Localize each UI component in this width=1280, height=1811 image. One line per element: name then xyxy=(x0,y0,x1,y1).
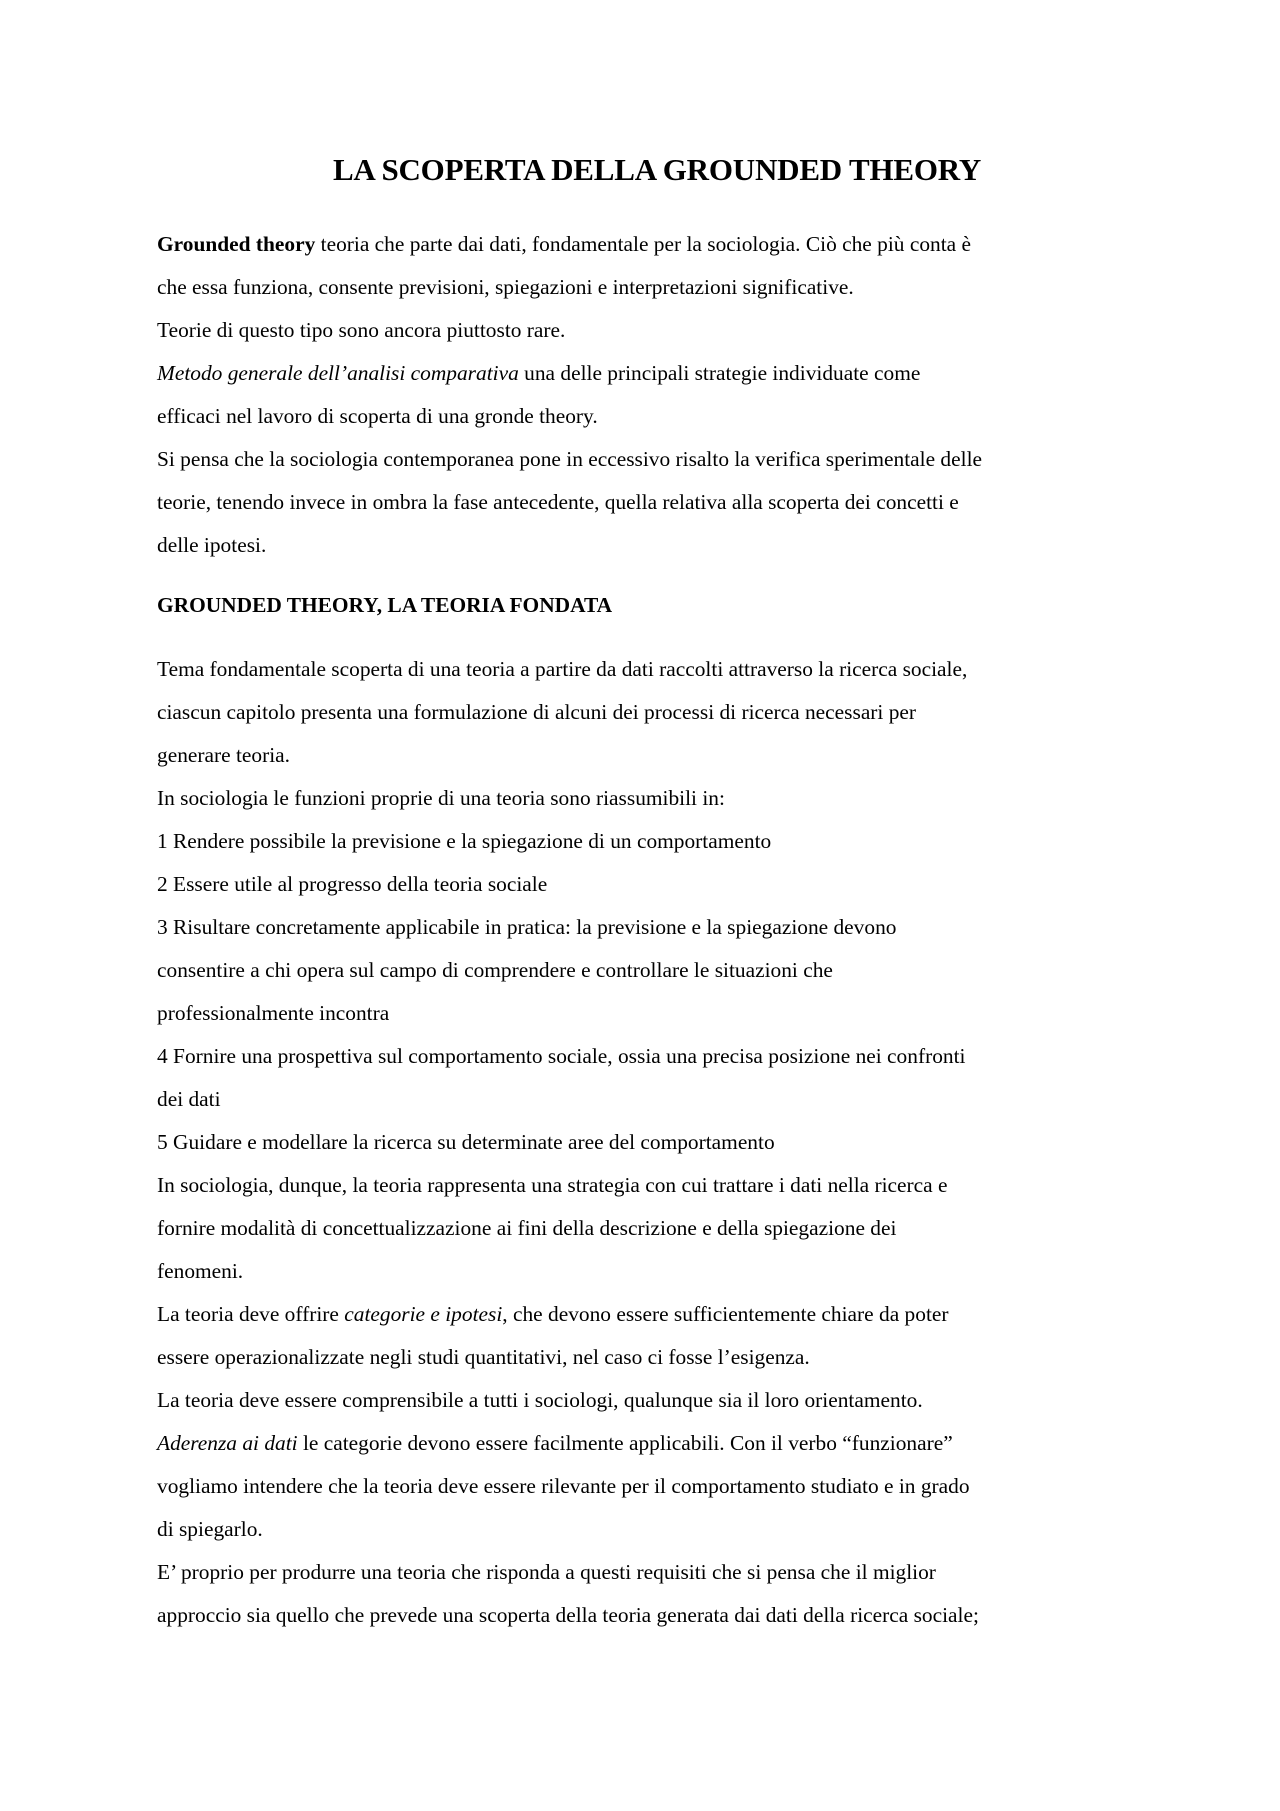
text-line: approccio sia quello che prevede una scoperta della teoria generata dai dati della ricerca sociale; xyxy=(157,1603,979,1627)
text-line: professionalmente incontra xyxy=(157,1001,390,1025)
italic-term: Metodo generale dell’analisi comparativa xyxy=(157,361,519,385)
text-line: teorie, tenendo invece in ombra la fase antecedente, quella relativa alla scoperta dei concetti e xyxy=(157,490,959,514)
list-item: 5 Guidare e modellare la ricerca su determinate aree del comportamento xyxy=(157,1130,775,1154)
text-span: La teoria deve offrire xyxy=(157,1302,345,1326)
text-line: che essa funziona, consente previsioni, spiegazioni e interpretazioni significative. xyxy=(157,275,854,299)
text-span: teoria che parte dai dati, fondamentale per la sociologia. Ciò che più conta è xyxy=(315,232,971,256)
text-line xyxy=(157,1293,1157,1336)
italic-term: categorie e ipotesi xyxy=(344,1302,503,1326)
text-line: generare teoria. xyxy=(157,743,291,767)
text-line xyxy=(157,352,1157,395)
body-section xyxy=(157,648,1157,1637)
document-page xyxy=(157,148,1157,1637)
text-line: essere operazionalizzate negli studi quantitativi, nel caso ci fosse l’esigenza. xyxy=(157,1345,810,1369)
text-span: , che devono essere sufficientemente chiare da poter xyxy=(502,1302,949,1326)
italic-term: Aderenza ai dati xyxy=(157,1431,298,1455)
text-line: fenomeni. xyxy=(157,1259,244,1283)
text-line: In sociologia, dunque, la teoria rappresenta una strategia con cui trattare i dati nella ricerca e xyxy=(157,1173,948,1197)
text-line: ciascun capitolo presenta una formulazione di alcuni dei processi di ricerca necessari per xyxy=(157,700,917,724)
text-span: le categorie devono essere facilmente applicabili. Con il verbo “funzionare” xyxy=(297,1431,953,1455)
text-line: consentire a chi opera sul campo di comprendere e controllare le situazioni che xyxy=(157,958,833,982)
text-line: efficaci nel lavoro di scoperta di una gronde theory. xyxy=(157,404,598,428)
list-item: 1 Rendere possibile la previsione e la spiegazione di un comportamento xyxy=(157,829,772,853)
text-span: una delle principali strategie individuate come xyxy=(518,361,921,385)
text-line: fornire modalità di concettualizzazione ai fini della descrizione e della spiegazione dei xyxy=(157,1216,897,1240)
list-item: 2 Essere utile al progresso della teoria sociale xyxy=(157,872,548,896)
section-heading: GROUNDED THEORY, LA TEORIA FONDATA xyxy=(157,593,613,617)
text-line: delle ipotesi. xyxy=(157,533,267,557)
text-line: La teoria deve essere comprensibile a tutti i sociologi, qualunque sia il loro orientamento. xyxy=(157,1388,923,1412)
text-line: In sociologia le funzioni proprie di una teoria sono riassumibili in: xyxy=(157,786,725,810)
text-line xyxy=(157,223,1157,266)
bold-term: Grounded theory xyxy=(157,232,316,256)
text-line: dei dati xyxy=(157,1087,221,1111)
text-line: E’ proprio per produrre una teoria che risponda a questi requisiti che si pensa che il miglior xyxy=(157,1560,936,1584)
text-line: Teorie di questo tipo sono ancora piuttosto rare. xyxy=(157,318,566,342)
text-line: Si pensa che la sociologia contemporanea pone in eccessivo risalto la verifica sperimentale delle xyxy=(157,447,983,471)
list-item: 3 Risultare concretamente applicabile in pratica: la previsione e la spiegazione devono xyxy=(157,915,897,939)
text-line: Tema fondamentale scoperta di una teoria a partire da dati raccolti attraverso la ricerca sociale, xyxy=(157,657,968,681)
text-line: di spiegarlo. xyxy=(157,1517,263,1541)
text-line: vogliamo intendere che la teoria deve essere rilevante per il comportamento studiato e in grado xyxy=(157,1474,970,1498)
document-title: LA SCOPERTA DELLA GROUNDED THEORY xyxy=(332,152,982,187)
text-line xyxy=(157,1422,1157,1465)
list-item: 4 Fornire una prospettiva sul comportamento sociale, ossia una precisa posizione nei confronti xyxy=(157,1044,966,1068)
intro-section xyxy=(157,223,1157,567)
